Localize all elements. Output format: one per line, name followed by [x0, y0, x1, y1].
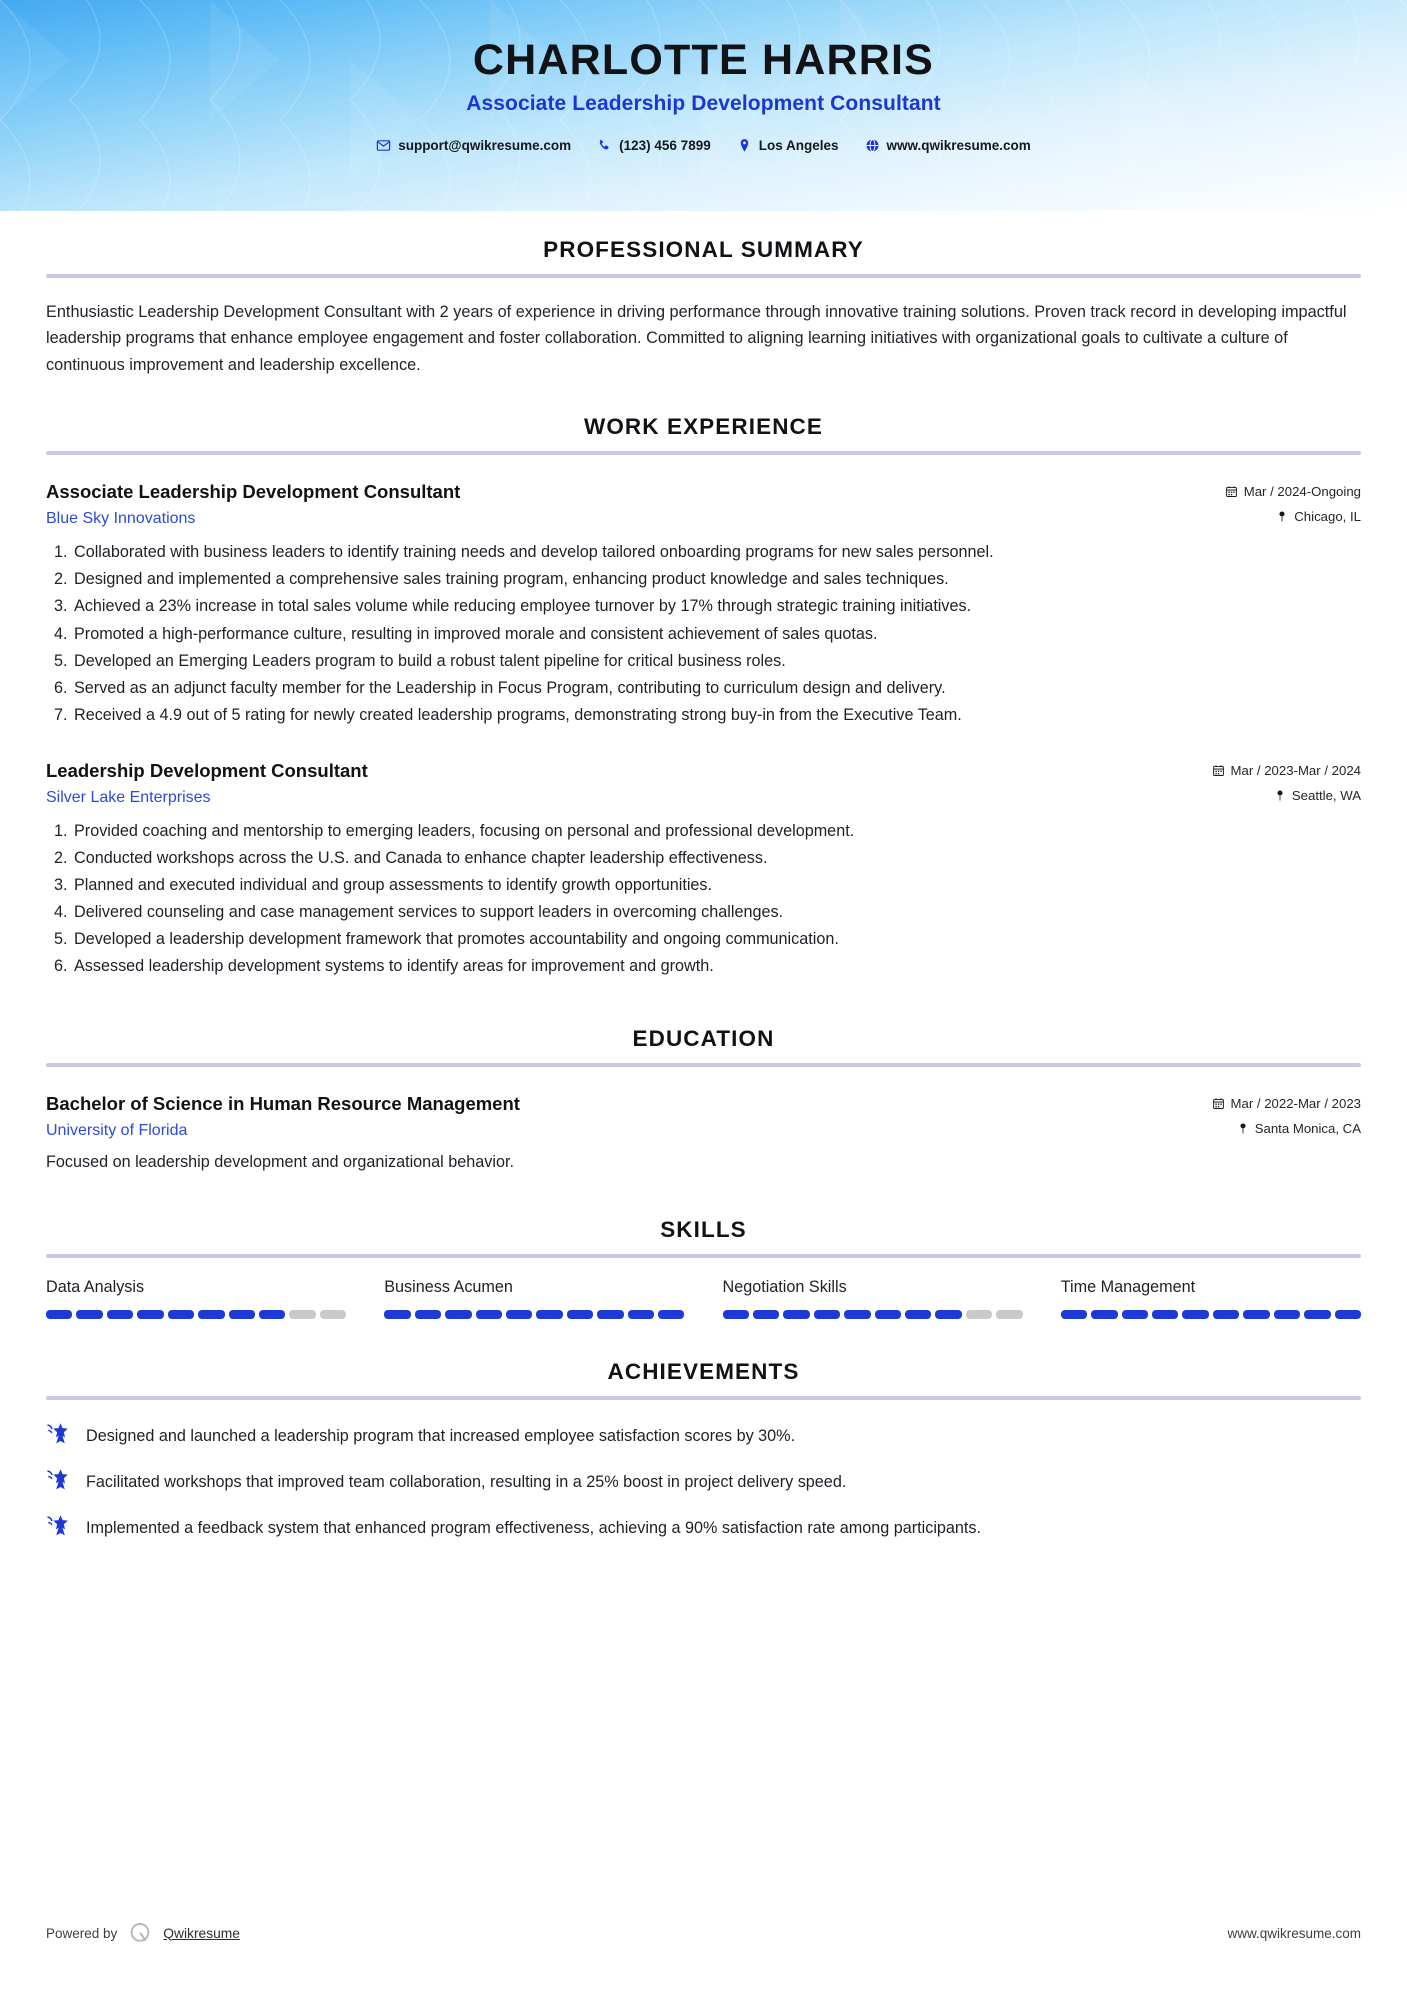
map-pin-icon	[1237, 1122, 1249, 1135]
email-icon	[376, 138, 391, 153]
skill-segment	[415, 1310, 441, 1319]
achievement-text: Implemented a feedback system that enhanced program effectiveness, achieving a 90% satisfaction rate among participants.	[86, 1519, 982, 1538]
skill-segment	[1061, 1310, 1087, 1319]
list-item: Delivered counseling and case management services to support leaders in overcoming challenges.	[74, 903, 784, 922]
section-divider	[46, 1063, 1361, 1067]
skill-segment	[783, 1310, 809, 1319]
section-work-experience	[46, 414, 1361, 979]
skill-segment	[1274, 1310, 1300, 1319]
star-badge-icon	[46, 1512, 72, 1538]
skill-item	[46, 1278, 346, 1319]
list-item: Planned and executed individual and group assessments to identify growth opportunities.	[74, 876, 713, 895]
skill-segment	[445, 1310, 471, 1319]
section-divider	[46, 274, 1361, 278]
skill-segment	[753, 1310, 779, 1319]
skill-segment	[1243, 1310, 1269, 1319]
map-pin-icon	[1274, 789, 1286, 802]
skill-segment	[137, 1310, 163, 1319]
skill-segment	[1091, 1310, 1117, 1319]
header-job-title: Associate Leadership Development Consultant	[466, 92, 941, 116]
section-divider	[46, 451, 1361, 455]
section-professional-summary	[46, 237, 1361, 378]
education-location	[1237, 1121, 1361, 1136]
education-dates-value: Mar / 2022-Mar / 2023	[1230, 1095, 1361, 1111]
contact-phone-value: (123) 456 7899	[619, 138, 711, 154]
skill-label: Time Management	[1060, 1277, 1196, 1296]
skill-segment	[107, 1310, 133, 1319]
list-item: Developed an Emerging Leaders program to build a robust talent pipeline for critical business roles.	[74, 651, 786, 670]
school-name[interactable]: University of Florida	[46, 1121, 188, 1139]
contact-phone[interactable]	[584, 138, 724, 153]
skill-rating-bar	[46, 1310, 346, 1319]
achievements-list	[46, 1422, 1361, 1541]
calendar-icon	[1212, 1097, 1225, 1110]
contact-website-value: www.qwikresume.com	[886, 138, 1031, 154]
skill-segment	[384, 1310, 410, 1319]
skill-segment	[996, 1310, 1022, 1319]
job-bullet-list	[46, 540, 1361, 728]
skill-segment	[76, 1310, 102, 1319]
star-badge-icon	[46, 1466, 72, 1492]
job-location	[1276, 509, 1361, 524]
skill-segment	[905, 1310, 931, 1319]
list-item	[46, 1468, 1361, 1494]
section-heading-achievements: ACHIEVEMENTS	[607, 1358, 800, 1384]
contact-email-value: support@qwikresume.com	[398, 138, 572, 154]
skill-segment	[814, 1310, 840, 1319]
skill-segment	[628, 1310, 654, 1319]
education-location-value: Santa Monica, CA	[1254, 1120, 1361, 1136]
phone-icon	[597, 138, 612, 153]
qwikresume-logo-icon	[127, 1920, 153, 1946]
skill-segment	[875, 1310, 901, 1319]
job-dates	[1225, 484, 1361, 499]
list-item: Received a 4.9 out of 5 rating for newly created leadership programs, demonstrating strong buy-in from the Executive Team.	[74, 705, 962, 724]
page-footer	[46, 1920, 1361, 1946]
skill-segment	[1182, 1310, 1208, 1319]
skill-item	[1061, 1278, 1361, 1319]
calendar-icon	[1225, 485, 1238, 498]
job-dates	[1212, 763, 1361, 778]
page-title: CHARLOTTE HARRIS	[472, 36, 935, 84]
skill-rating-bar	[723, 1310, 1023, 1319]
skill-segment	[658, 1310, 684, 1319]
skill-segment	[289, 1310, 315, 1319]
education-note: Focused on leadership development and organizational behavior.	[46, 1152, 514, 1171]
achievement-text: Facilitated workshops that improved team collaboration, resulting in a 25% boost in project delivery speed.	[86, 1473, 847, 1491]
skill-label: Data Analysis	[46, 1277, 145, 1296]
section-education	[46, 1026, 1361, 1175]
skill-segment	[1213, 1310, 1239, 1319]
skill-segment	[935, 1310, 961, 1319]
map-pin-icon	[1276, 510, 1288, 523]
skill-segment	[168, 1310, 194, 1319]
skill-segment	[506, 1310, 532, 1319]
star-badge-icon	[46, 1420, 72, 1446]
degree-title: Bachelor of Science in Human Resource Management	[46, 1092, 520, 1114]
job-location-value: Chicago, IL	[1294, 509, 1361, 525]
section-heading-education: EDUCATION	[632, 1025, 775, 1051]
section-heading-skills: SKILLS	[660, 1216, 747, 1242]
skill-label: Negotiation Skills	[722, 1277, 847, 1296]
education-entry	[46, 1093, 1361, 1175]
job-bullet-list	[46, 819, 1361, 980]
powered-by-block	[46, 1920, 240, 1946]
resume-header	[0, 0, 1407, 211]
section-heading-summary: PROFESSIONAL SUMMARY	[543, 237, 864, 262]
contact-location-value: Los Angeles	[758, 138, 839, 154]
skill-segment	[1335, 1310, 1361, 1319]
skills-grid	[46, 1278, 1361, 1319]
skill-rating-bar	[384, 1310, 684, 1319]
list-item: Served as an adjunct faculty member for the Leadership in Focus Program, contributing to curriculum design and delivery.	[74, 678, 946, 697]
calendar-icon	[1212, 764, 1225, 777]
section-skills	[46, 1217, 1361, 1319]
contact-website[interactable]	[852, 138, 1044, 153]
summary-text: Enthusiastic Leadership Development Consultant with 2 years of experience in driving performance through innovative training solutions. Proven track record in developing impactful leadership programs that enhance employee engagement and foster collaboration. Committed to aligning learning initiatives with organizational goals to cultivate a culture of continuous improvement and leadership excellence.	[46, 303, 1347, 374]
list-item: Assessed leadership development systems to identify areas for improvement and growth.	[74, 957, 714, 976]
education-dates	[1212, 1096, 1361, 1111]
section-divider	[46, 1396, 1361, 1400]
list-item: Collaborated with business leaders to identify training needs and develop tailored onboarding programs for new sales personnel.	[74, 543, 994, 562]
skill-segment	[198, 1310, 224, 1319]
skill-item	[723, 1278, 1023, 1319]
skill-segment	[46, 1310, 72, 1319]
job-location	[1274, 788, 1361, 803]
job-title: Leadership Development Consultant	[46, 759, 368, 781]
list-item: Achieved a 23% increase in total sales volume while reducing employee turnover by 17% through strategic training initiatives.	[74, 597, 972, 616]
work-entry	[46, 760, 1361, 980]
section-divider	[46, 1254, 1361, 1258]
skill-segment	[723, 1310, 749, 1319]
list-item	[46, 1514, 1361, 1540]
skill-segment	[320, 1310, 346, 1319]
list-item: Designed and implemented a comprehensive sales training program, enhancing product knowledge and sales techniques.	[74, 570, 949, 589]
skill-segment	[966, 1310, 992, 1319]
skill-segment	[597, 1310, 623, 1319]
skill-item	[384, 1278, 684, 1319]
section-achievements	[46, 1359, 1361, 1541]
resume-body	[0, 211, 1407, 1541]
skill-segment	[844, 1310, 870, 1319]
skill-label: Business Acumen	[384, 1277, 513, 1296]
skill-segment	[1152, 1310, 1178, 1319]
qwikresume-brand-link[interactable]: Qwikresume	[163, 1925, 240, 1941]
powered-by-label: Powered by	[46, 1925, 118, 1941]
skill-segment	[259, 1310, 285, 1319]
job-company[interactable]: Silver Lake Enterprises	[46, 788, 211, 806]
job-location-value: Seattle, WA	[1291, 787, 1361, 803]
job-dates-value: Mar / 2023-Mar / 2024	[1230, 762, 1361, 778]
list-item: Promoted a high-performance culture, resulting in improved morale and consistent achievement of sales quotas.	[74, 624, 878, 643]
section-heading-work: WORK EXPERIENCE	[583, 414, 824, 440]
location-pin-icon	[737, 138, 752, 153]
job-title: Associate Leadership Development Consultant	[46, 481, 461, 503]
achievement-text: Designed and launched a leadership program that increased employee satisfaction scores by 30%.	[86, 1426, 796, 1445]
skill-segment	[567, 1310, 593, 1319]
list-item: Provided coaching and mentorship to emerging leaders, focusing on personal and professional development.	[74, 821, 855, 840]
skill-segment	[229, 1310, 255, 1319]
job-dates-value: Mar / 2024-Ongoing	[1243, 484, 1361, 500]
contact-row	[0, 138, 1407, 153]
list-item: Developed a leadership development framework that promotes accountability and ongoing communication.	[74, 930, 839, 949]
skill-segment	[536, 1310, 562, 1319]
skill-segment	[1122, 1310, 1148, 1319]
skill-rating-bar	[1061, 1310, 1361, 1319]
job-company[interactable]: Blue Sky Innovations	[46, 510, 196, 528]
list-item: Conducted workshops across the U.S. and Canada to enhance chapter leadership effectiveness.	[74, 849, 768, 868]
skill-segment	[476, 1310, 502, 1319]
globe-icon	[865, 138, 880, 153]
contact-location	[724, 138, 852, 153]
work-entry	[46, 481, 1361, 728]
list-item	[46, 1422, 1361, 1448]
skill-segment	[1304, 1310, 1330, 1319]
footer-website[interactable]: www.qwikresume.com	[1227, 1925, 1361, 1941]
contact-email[interactable]	[363, 138, 584, 153]
